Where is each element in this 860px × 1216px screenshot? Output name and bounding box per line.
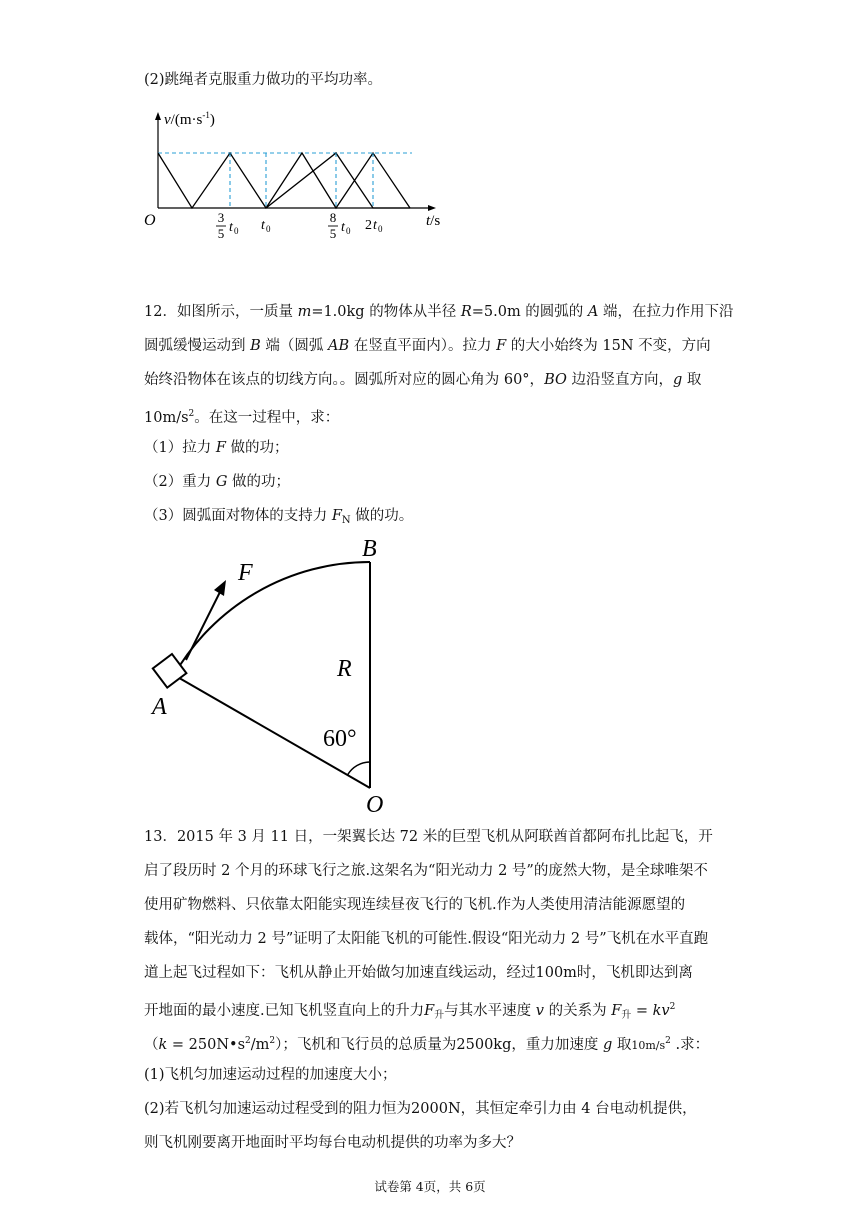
svg-text:5: 5 xyxy=(329,226,337,241)
q13-part2: (2)若飞机匀加速运动过程受到的阻力恒为2000N，其恒定牵引力由 4 台电动机提供， xyxy=(144,1101,697,1117)
svg-text:0: 0 xyxy=(378,224,383,234)
block xyxy=(153,654,187,688)
label-a: A xyxy=(152,694,167,720)
t-axis-arrow xyxy=(428,205,436,211)
tick-3-5-t0 xyxy=(216,210,239,241)
label-o: O xyxy=(366,792,384,818)
q12-line3: 始终沿物体在该点的切线方向。。圆弧所对应的圆心角为 60°，BO 边沿竖直方向，g 取 xyxy=(144,372,702,388)
svg-text:5: 5 xyxy=(217,226,225,241)
svg-text:t: t xyxy=(373,218,377,233)
origin-label: O xyxy=(144,212,156,229)
q11-part2-text: (2)跳绳者克服重力做功的平均功率。 xyxy=(144,72,383,88)
arc-figure xyxy=(140,530,440,820)
tick-t0 xyxy=(261,218,271,234)
svg-text:0: 0 xyxy=(266,224,271,234)
label-r: R xyxy=(337,656,352,682)
v-axis-arrow xyxy=(155,112,161,120)
q12-part1: （1）拉力 F 做的功； xyxy=(144,440,289,456)
tick-8-5-t0 xyxy=(328,210,351,241)
q13-line6: 开地面的最小速度.已知飞机竖直向上的升力$F_升$与其水平速度 v 的关系为 $F_升 = kv^2$ xyxy=(144,1002,676,1021)
q13-line4: 载体，“阳光动力 2 号”证明了太阳能飞机的可能性.假设“阳光动力 2 号”飞机在水平直跑 xyxy=(144,931,709,947)
svg-text:2: 2 xyxy=(365,218,372,233)
svg-text:8: 8 xyxy=(329,210,337,225)
v-axis-label: $v/(m\cdot s^{-1})$ xyxy=(164,110,215,128)
q13-part3: 则飞机刚要离开地面时平均每台电动机提供的功率为多大？ xyxy=(144,1135,521,1151)
svg-text:0: 0 xyxy=(346,226,351,236)
t-axis-label: t/s xyxy=(426,213,441,229)
svg-text:t: t xyxy=(261,218,265,233)
svg-text:3: 3 xyxy=(217,210,225,225)
velocity-zigzag-2 xyxy=(266,153,410,208)
q12-line2: 圆弧缓慢运动到 B 端（圆弧 AB 在竖直平面内）。拉力 F 的大小始终为 15N 不变，方向 xyxy=(144,338,711,354)
svg-text:t: t xyxy=(341,220,345,235)
force-arrow xyxy=(186,588,222,660)
q12-line4: $10m/s^2$。在这一过程中，求： xyxy=(144,409,340,426)
q13-line5: 道上起飞过程如下：飞机从静止开始做匀加速直线运动，经过100m时，飞机即达到离 xyxy=(144,965,693,981)
q13-line3: 使用矿物燃料、只依靠太阳能实现连续昼夜飞行的飞机.作为人类使用清洁能源愿望的 xyxy=(144,897,686,913)
q12-part3: （3）圆弧面对物体的支持力 $F_N$ 做的功。 xyxy=(144,508,414,526)
angle-arc xyxy=(348,762,371,775)
svg-text:0: 0 xyxy=(234,226,239,236)
q13-part1: (1)飞机匀加速运动过程的加速度大小； xyxy=(144,1067,397,1083)
q13-line7: $(k = 250N•s^2/m^2)$；飞机和飞行员的总质量为2500kg，重力加速度 g 取$10m/s^2$ .求： xyxy=(144,1036,710,1053)
label-b: B xyxy=(362,536,377,562)
tick-2t0 xyxy=(365,218,383,234)
q12-line1: 12．如图所示，一质量 m=1.0kg 的物体从半径 R=5.0m 的圆弧的 A 端，在拉力作用下沿 xyxy=(144,304,734,320)
label-f: F xyxy=(238,560,253,586)
q12-part2: （2）重力 G 做的功； xyxy=(144,474,291,490)
q13-line1: 13．2015 年 3 月 11 日，一架翼长达 72 米的巨型飞机从阿联酋首都阿布扎比起飞，开 xyxy=(144,829,713,845)
force-arrowhead xyxy=(214,580,226,596)
svg-text:t: t xyxy=(229,220,233,235)
label-angle: 60° xyxy=(323,726,357,752)
vt-graph xyxy=(140,108,460,248)
q13-line2: 启了段历时 2 个月的环球飞行之旅.这架名为“阳光动力 2 号”的庞然大物，是全球唯架不 xyxy=(144,863,708,879)
page-footer: 试卷第 4页，共 6页 xyxy=(374,1179,486,1194)
